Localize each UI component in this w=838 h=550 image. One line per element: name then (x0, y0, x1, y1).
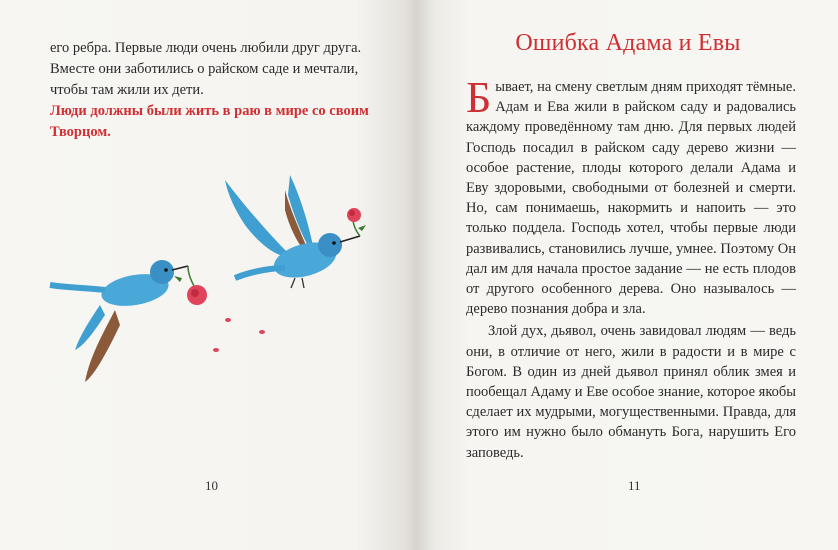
left-paragraph: его ребра. Первые люди очень любили друг друга. Вместе они заботились о райском саде и мечтали, чтобы там жили их дети. (50, 40, 362, 98)
right-page (418, 0, 838, 550)
page-number-right: 11 (628, 478, 641, 493)
falling-petals (213, 318, 265, 352)
right-paragraph-2: Злой дух, дьявол, очень завидовал людям — ведь они, в отличие от него, жили в радости и в мире с Богом. В один из дней дьявол принял облик змея и пообещал Адаму и Еве особое знание, которое якобы сделает их мудрыми, могущественными. Правда, для этого им нужно было обмануть Бога, нарушить Его заповедь. (466, 323, 797, 461)
flower-left (174, 266, 207, 305)
left-highlight-text: Люди должны были жить в раю в мире со своим Творцом. (50, 103, 369, 140)
hummingbirds-illustration (40, 160, 390, 400)
chapter-title: Ошибка Адама и Евы (515, 30, 741, 56)
flower-right (347, 208, 366, 236)
drop-cap: Б (466, 73, 492, 122)
right-paragraph-1 (466, 73, 796, 319)
right-paragraph-1-text: ывает, на смену светлым дням приходят тёмные. Адам и Ева жили в райском саду и радовались каждому проведённому там дню. Для первых людей Господь посадил в райском саду дерево жизни — особое растение, плоды которого делали Адама и Еву здоровыми, свободными от болезней и смерти. Но, сам понимаешь, накормить и напоить — это только поддела. Господь хотел, чтобы первые люди развивались, становились лучше, умнее. Поэтому Он дал им для начала простое задание — не есть плодов от другого особенного дерева. Оно называлось — дерево познания добра и зла. (466, 79, 796, 318)
right-page-text (466, 73, 797, 463)
hummingbird-left (50, 260, 188, 382)
hummingbird-right (225, 175, 360, 288)
left-page (0, 0, 418, 550)
page-number-left: 10 (205, 478, 218, 493)
left-page-text (50, 38, 380, 143)
